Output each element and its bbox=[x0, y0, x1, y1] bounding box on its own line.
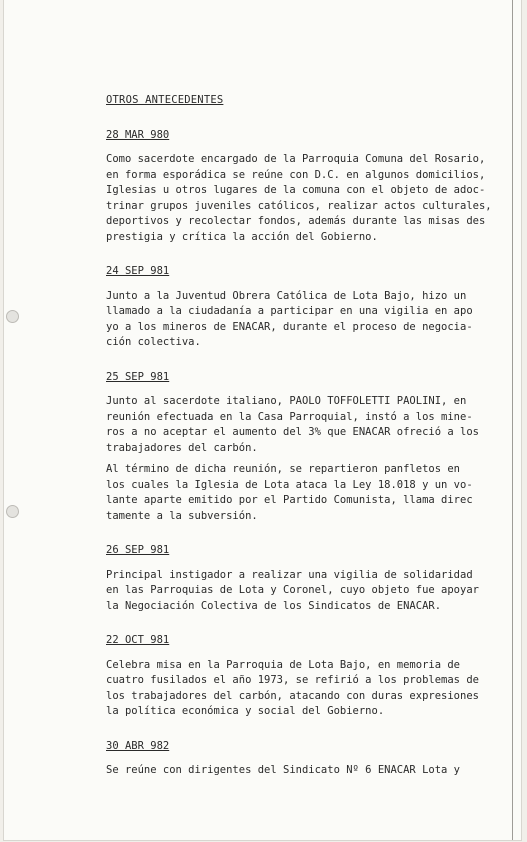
entry bbox=[102, 739, 496, 779]
punch-hole-lower bbox=[6, 505, 19, 518]
entry-paragraph: Se reúne con dirigentes del Sindicato Nº 6 ENACAR Lota y bbox=[106, 764, 461, 776]
entry bbox=[102, 370, 496, 525]
entry bbox=[102, 128, 496, 246]
entry-paragraph: Al término de dicha reunión, se repartieron panfletos en los cuales la Iglesia de Lota ataca la Ley 18.018 y un vo- lante aparte emitido por el Partido Comunista, llama direc tamente a la subversión. bbox=[106, 463, 473, 522]
entry-paragraph: Junto a la Juventud Obrera Católica de Lota Bajo, hizo un llamado a la ciudadanía a participar en una vigilia en apo yo a los mineros de ENACAR, durante el proceso de negocia- ción colectiva. bbox=[106, 289, 473, 348]
entry-date: 22 OCT 981 bbox=[106, 634, 170, 646]
entry-paragraph: Como sacerdote encargado de la Parroquia Comuna del Rosario, en forma esporádica se reúne con D.C. en algunos domicilios, Iglesias u otros lugares de la comuna con el objeto de adoc- trinar grupos juveniles católicos, realizar actos culturales, deportivos y recolectar fondos, además durante las misas des prestigia y crítica la acción del Gobierno. bbox=[106, 153, 492, 243]
document-body bbox=[102, 93, 496, 779]
document-page bbox=[4, 0, 521, 840]
entry-paragraph: Junto al sacerdote italiano, PAOLO TOFFOLETTI PAOLINI, en reunión efectuada en la Casa Parroquial, instó a los mine- ros a no aceptar el aumento del 3% que ENACAR ofreció a los trabajadores del carbón. bbox=[106, 395, 479, 454]
section-heading: OTROS ANTECEDENTES bbox=[106, 94, 224, 106]
entry-paragraph: Celebra misa en la Parroquia de Lota Bajo, en memoria de cuatro fusilados el año 1973, se refirió a los problemas de los trabajadores del carbón, atacando con duras expresiones la política económica y social del Gobierno. bbox=[106, 658, 479, 717]
entry bbox=[102, 264, 496, 351]
entry-date: 30 ABR 982 bbox=[106, 739, 170, 752]
punch-hole-upper bbox=[6, 310, 19, 323]
page-edge-line bbox=[512, 0, 513, 840]
entry bbox=[102, 543, 496, 614]
entry-date: 26 SEP 981 bbox=[106, 544, 170, 556]
entry-date: 24 SEP 981 bbox=[106, 265, 170, 277]
entry-date: 28 MAR 980 bbox=[106, 128, 170, 141]
entry-paragraph: Principal instigador a realizar una vigilia de solidaridad en las Parroquias de Lota y Coronel, cuyo objeto fue apoyar la Negociación Colectiva de los Sindicatos de ENACAR. bbox=[106, 568, 479, 612]
entry-date: 25 SEP 981 bbox=[106, 370, 170, 383]
entry bbox=[102, 633, 496, 720]
